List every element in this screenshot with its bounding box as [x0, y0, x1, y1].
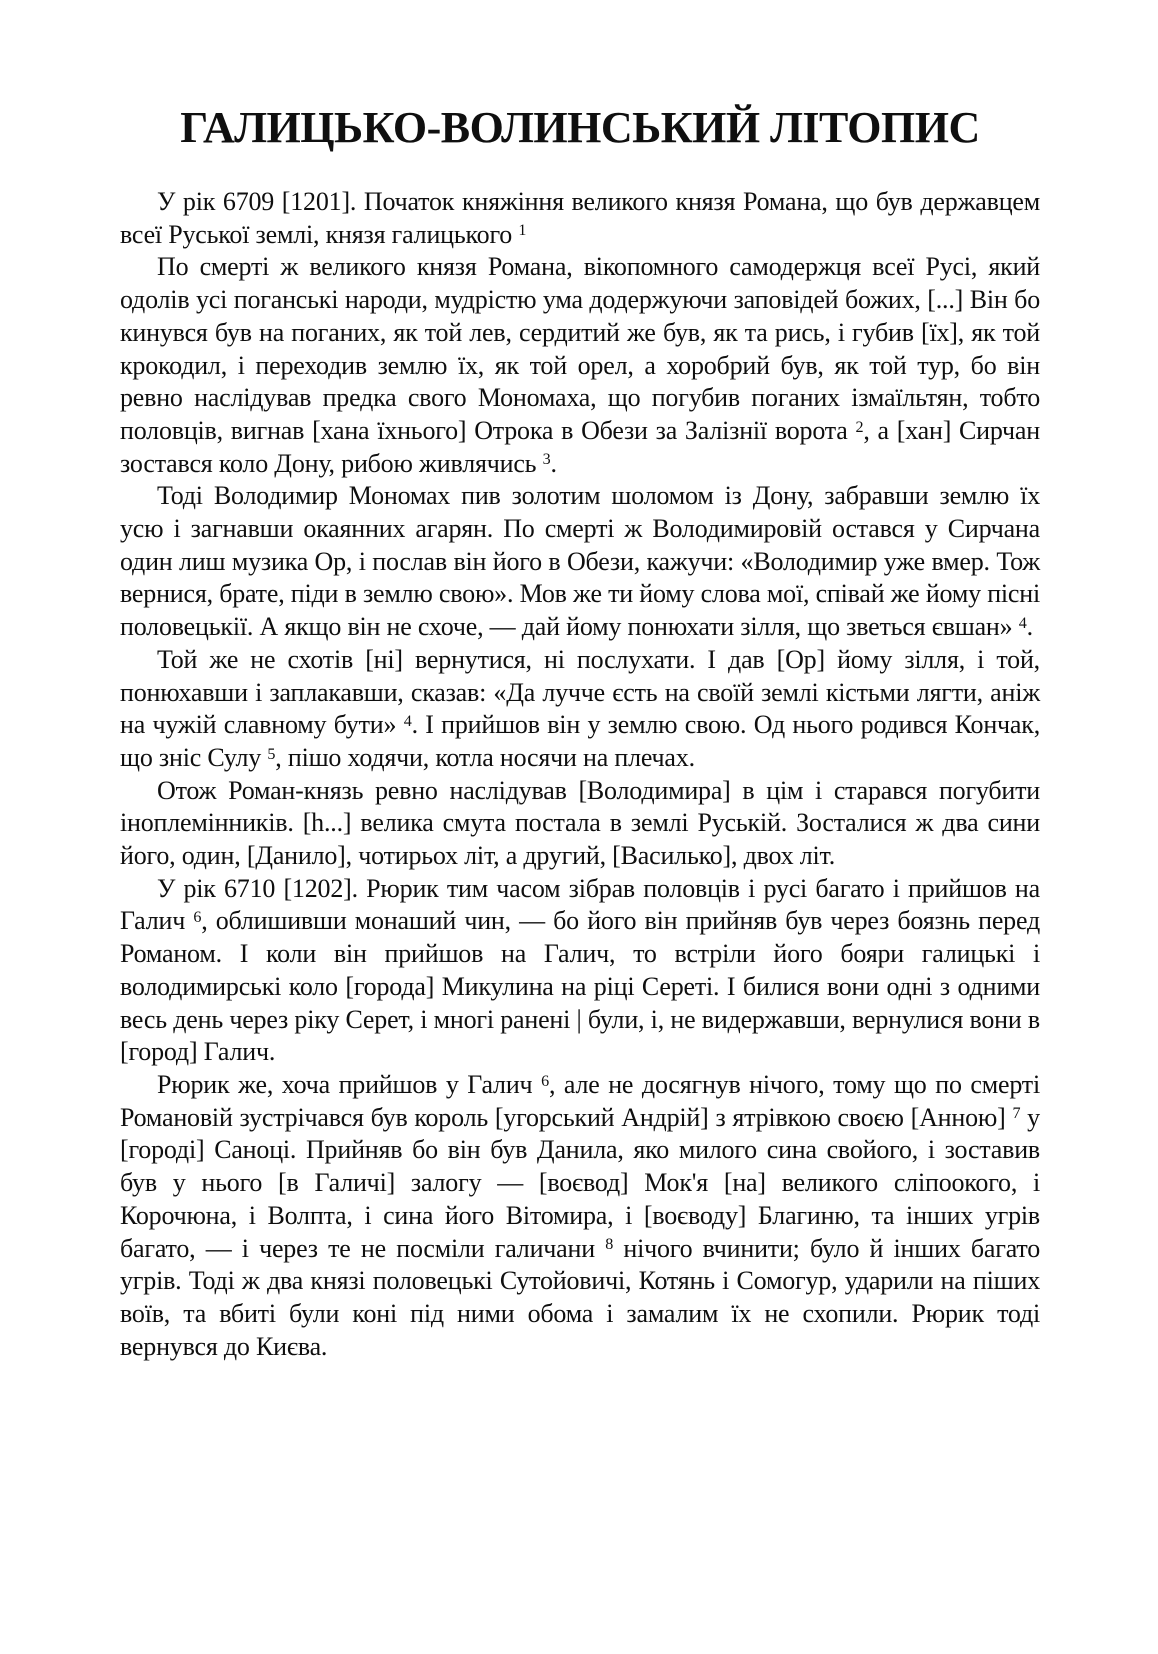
document-body [120, 186, 1040, 1363]
paragraph: У рік 6710 [1202]. Рюрик тим часом зібрав половців і русі багато і прийшов на Галич $^6$, облишивши монаший чин, — бо його він прийняв був через боязнь перед Романом. І коли він прийшов на Галич, то встріли його бояри галицькі і володимирські коло [города] Микулина на ріці Сереті. І билися вони одні з одними весь день через ріку Серет, і многі ранені | були, і, не видержавши, вернулися вони в [город] Галич. [120, 873, 1040, 1067]
footnote-marker: 8 [605, 1236, 614, 1254]
footnote-marker: 1 [518, 222, 527, 240]
footnote-marker: 4 [1018, 614, 1027, 632]
footnote-marker: 3 [542, 451, 551, 469]
footnote-marker: 2 [855, 418, 864, 436]
footnote-marker: 5 [267, 745, 276, 763]
paragraph: Тоді Володимир Мономах пив золотим шоломом із Дону, забравши землю їх усю і загнавши окаянних агарян. По смерті ж Володимировій остався у Сирчана один лиш музика Ор, і послав він його в Обези, кажучи: «Володимир уже вмер. Тож вернися, брате, піди в землю свою». Мов же ти йому слова мої, співай же йому пісні половецькії. А якщо він не схоче, — дай йому понюхати зілля, що зветься євшан» $^4$. [120, 481, 1041, 642]
paragraph: Той же не схотів [ні] вернутися, ні послухати. І дав [Ор] йому зілля, і той, понюхавши і заплакавши, сказав: «Да лучче єсть на своїй землі кістьми лягти, аніж на чужій славному бути» $^4$. І прийшов він у землю свою. Од нього родився Кончак, що зніс Сулу $^5$, пішо ходячи, котла носячи на плечах. [120, 644, 1040, 772]
paragraph: Отож Роман-князь ревно наслідував [Володимира] в цім і старався погубити іноплемінників. [h...] велика смута постала в землі Руській. Зосталися ж два сини його, один, [Данило], чотирьох літ, а другий, [Василько], двох літ. [120, 775, 1040, 871]
paragraph: Рюрик же, хоча прийшов у Галич $^6$, але не досягнув нічого, тому що по смерті Романовій зустрічався був король [угорський Андрій] з ятрівкою своєю [Анною] $^7$ у [городі] Саноці. Прийняв бо він був Данила, яко милого сина свойого, і зоставив був у нього [в Галичі] залогу — [воєвод] Мок'я [на] великого сліпоокого, і Корочюна, і Волпта, і сина його Вітомира, і [воєводу] Благиню, та інших угрів багато, — і через те не посміли галичани $^8$ нічого вчинити; було й інших багато угрів. Тоді ж два князі половецькі Сутойовичі, Котянь і Сомогур, ударили на піших воїв, та вбиті були коні під ними обома і замалим їх не схопили. Рюрик тоді вернувся до Києва. [120, 1069, 1040, 1361]
page-title: ГАЛИЦЬКО-ВОЛИНСЬКИЙ ЛІТОПИС [180, 103, 980, 152]
footnote-marker: 6 [193, 909, 202, 927]
paragraph: У рік 6709 [1201]. Початок княжіння великого князя Романа, що був державцем всеї Руської землі, князя галицького $^1$ [120, 187, 1040, 249]
paragraph: По смерті ж великого князя Романа, вікопомного самодержця всеї Русі, який одолів усі поганські народи, мудрістю ума додержуючи заповідей божих, [...] Він бо кинувся був на поганих, як той лев, сердитий же був, як та рись, і губив [їх], як той крокодил, і переходив землю їх, як той орел, а хоробрий був, як той тур, бо він ревно наслідував предка свого Мономаха, що погубив поганих ізмаїльтян, тобто половців, вигнав [хана їхнього] Отрока в Обези за Залізнії ворота $^2$, а [хан] Сирчан зостався коло Дону, рибою живлячись $^3$. [120, 252, 1040, 478]
footnote-marker: 7 [1012, 1105, 1021, 1123]
footnote-marker: 6 [541, 1072, 549, 1090]
footnote-marker: 4 [403, 713, 412, 730]
